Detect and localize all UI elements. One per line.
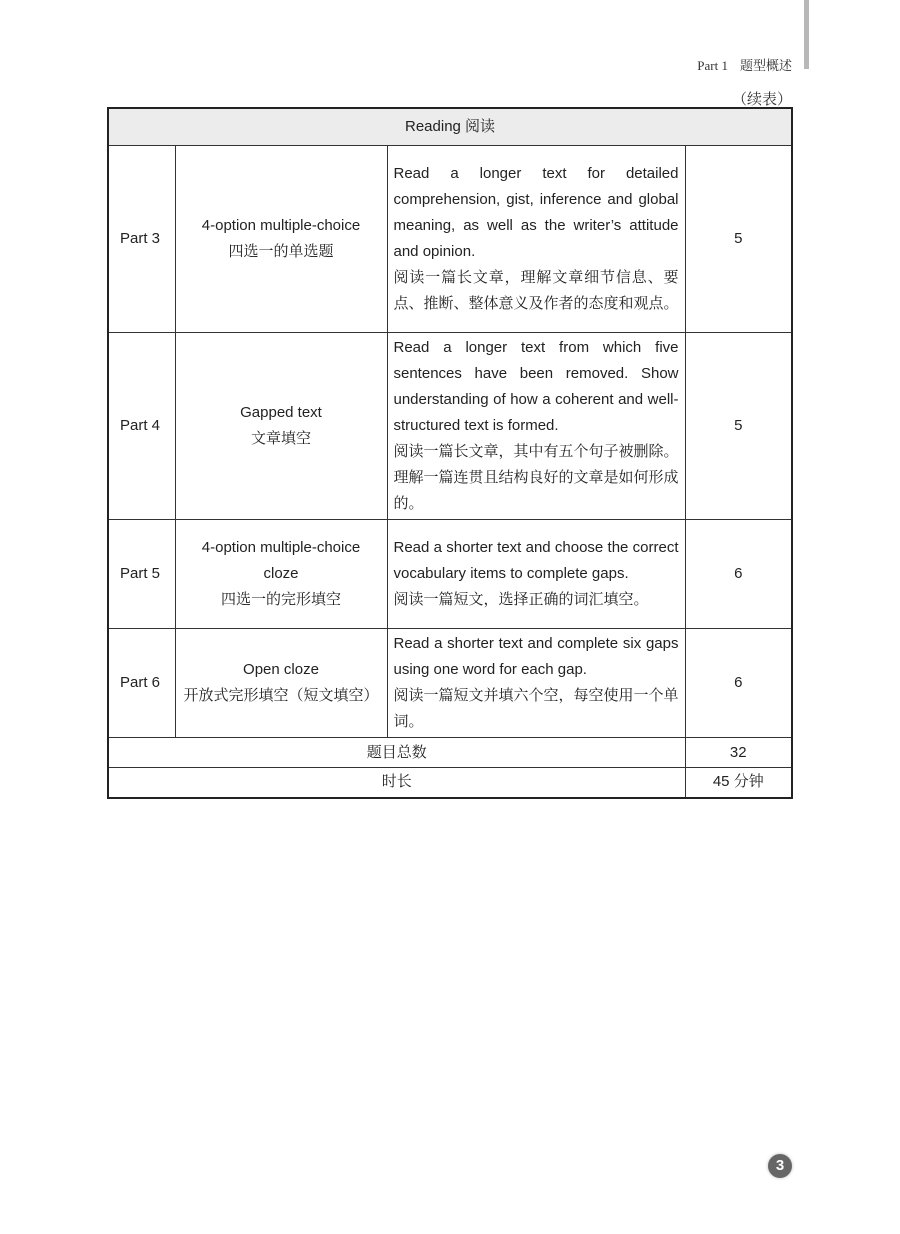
count-cell: 6 — [685, 520, 792, 629]
desc-en: Read a longer text from which five sentences have been removed. Show understanding of how a coherent and well-structured text is formed. — [393, 339, 679, 434]
count-cell: 5 — [685, 146, 792, 333]
chapter-tab-bar — [804, 0, 809, 69]
count-cell: 5 — [685, 333, 792, 520]
type-en: 4-option multiple-choice — [201, 217, 361, 234]
header-part: Part 1 — [697, 58, 728, 73]
description-cell — [387, 629, 685, 738]
running-header — [685, 55, 792, 74]
description-cell — [387, 146, 685, 333]
desc-en: Read a shorter text and complete six gaps using one word for each gap. — [393, 635, 679, 678]
page-number-badge: 3 — [768, 1154, 792, 1178]
desc-en: Read a shorter text and choose the correct vocabulary items to complete gaps. — [393, 539, 679, 582]
desc-zh: 阅读一篇短文，选择正确的词汇填空。 — [393, 591, 649, 608]
table-row — [108, 333, 792, 520]
time-value: 45 分钟 — [685, 768, 792, 798]
header-title: 题型概述 — [739, 58, 792, 73]
table-row — [108, 629, 792, 738]
exam-format-table — [107, 107, 793, 799]
continued-label: （续表） — [731, 91, 792, 108]
desc-zh: 阅读一篇长文章，其中有五个句子被删除。理解一篇连贯且结构良好的文章是如何形成的。 — [393, 443, 679, 512]
table-row — [108, 520, 792, 629]
type-cell — [175, 629, 387, 738]
part-cell: Part 5 — [108, 520, 175, 629]
description-cell — [387, 333, 685, 520]
part-cell: Part 6 — [108, 629, 175, 738]
total-value: 32 — [685, 738, 792, 768]
desc-zh: 阅读一篇短文并填六个空，每空使用一个单词。 — [393, 687, 679, 730]
type-cell — [175, 333, 387, 520]
section-header: Reading 阅读 — [108, 108, 792, 146]
type-cell — [175, 520, 387, 629]
type-en: 4-option multiple-choice cloze — [201, 539, 361, 582]
desc-zh: 阅读一篇长文章，理解文章细节信息、要点、推断、整体意义及作者的态度和观点。 — [393, 269, 679, 312]
time-label: 时长 — [108, 768, 685, 798]
time-row — [108, 768, 792, 798]
part-cell: Part 4 — [108, 333, 175, 520]
description-cell — [387, 520, 685, 629]
total-label: 题目总数 — [108, 738, 685, 768]
type-zh: 四选一的完形填空 — [220, 591, 341, 608]
type-zh: 开放式完形填空（短文填空） — [183, 687, 379, 704]
type-zh: 四选一的单选题 — [228, 243, 334, 260]
part-cell: Part 3 — [108, 146, 175, 333]
type-zh: 文章填空 — [250, 430, 311, 447]
table-row — [108, 146, 792, 333]
desc-en: Read a longer text for detailed comprehension, gist, inference and global meaning, as well as the writer’s attitude and opinion. — [393, 165, 679, 260]
count-cell: 6 — [685, 629, 792, 738]
type-en: Open cloze — [243, 661, 319, 678]
type-cell — [175, 146, 387, 333]
type-en: Gapped text — [240, 404, 322, 421]
total-row — [108, 738, 792, 768]
